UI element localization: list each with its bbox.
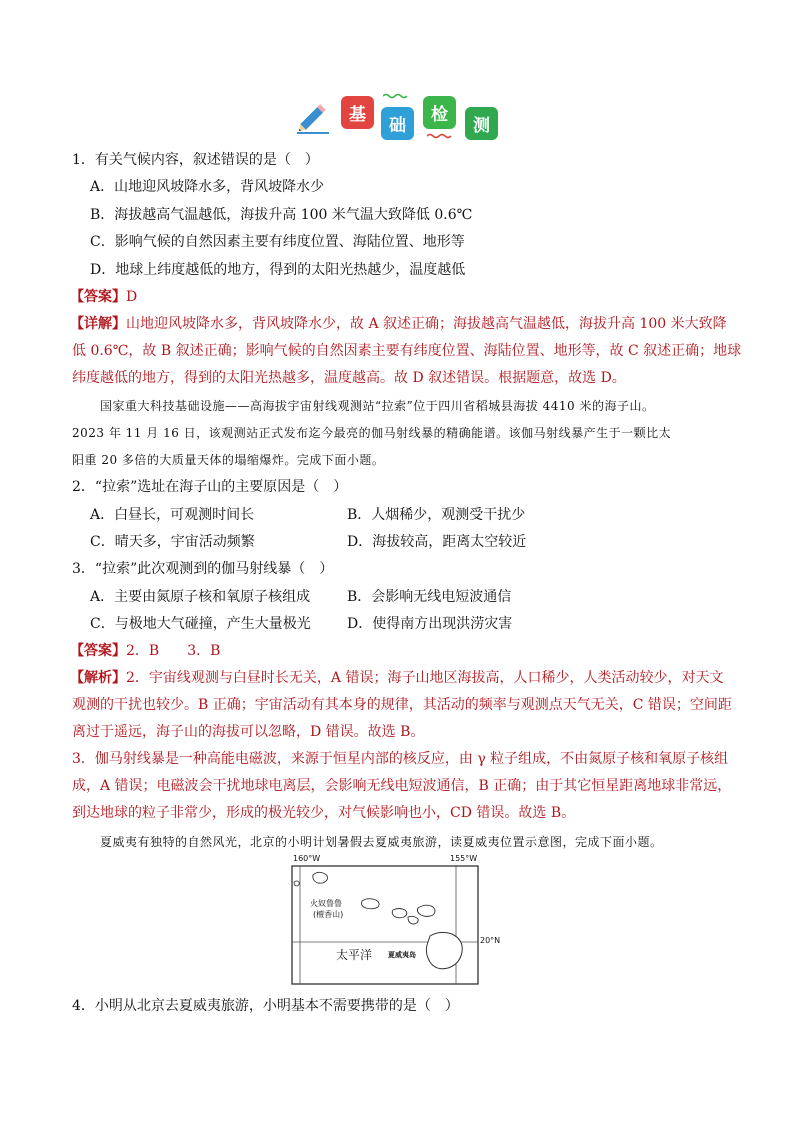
q3-option-b: B．会影响无线电短波通信 [347,589,512,605]
ans23-analysis-line-3: 离过于遥远，海子山的海拔可以忽略，D 错误。故选 B。 [72,724,425,740]
badge-jian: 检 [423,96,456,129]
detail-text: 山地迎风坡降水多，背风坡降水少，故 A 叙述正确；海拔越高气温越低，海拔升高 100 米大致降 [126,316,727,332]
q2-option-c: C．晴天多，宇宙活动频繁 [90,534,255,550]
ans23-q3-line-3: 到达地球的粒子非常少，形成的极光较少，对气候影响也小，CD 错误。故选 B。 [72,805,576,821]
q1-detail-line-1 [70,315,727,333]
passage2: 夏威夷有独特的自然风光，北京的小明计划暑假去夏威夷旅游，读夏威夷位置示意图，完成下面小题。 [100,835,663,849]
ans23-analysis-line-1 [70,669,723,687]
q1-option-d: D．地球上纬度越低的地方，得到的太阳光热越少，温度越低 [90,262,466,278]
q1-stem: 1．有关气候内容，叙述错误的是（ ） [72,152,319,168]
passage1-line-3: 阳重 20 多倍的大质量天体的塌缩爆炸。完成下面小题。 [72,453,385,467]
q1-option-b: B．海拔越高气温越低，海拔升高 100 米气温大致降低 0.6℃ [90,207,473,223]
q1-option-c: C．影响气候的自然因素主要有纬度位置、海陆位置、地形等 [90,234,465,250]
answer-value: 2．B 3．B [126,643,221,659]
ans23-q3-line-2: 成，A 错误；电磁波会干扰地球电离层，会影响无线电短波通信，B 正确；由于其它恒星距离地球非常远， [72,778,732,794]
answer-tag: 【答案】 [70,289,126,305]
passage1-line-1: 国家重大科技基础设施——高海拔宇宙射线观测站“拉索”位于四川省稻城县海拔 4410 米的海子山。 [100,399,655,413]
pencil-icon [293,97,333,137]
squiggle-decoration [427,133,453,139]
q1-answer [70,288,137,306]
map-lon-left: 160°W [293,854,321,863]
q3-option-a: A．主要由氮原子核和氧原子核组成 [90,589,311,605]
badge-ji: 基 [341,96,374,129]
map-lat: 20°N [480,936,501,945]
q1-detail-line-3: 纬度越低的地方，得到的太阳光热越多，温度越高。故 D 叙述错误。根据题意，故选 D。 [72,370,626,386]
badge-ce: 测 [465,107,498,140]
answer-value: D [126,289,138,305]
q2-option-a: A．白昼长，可观测时间长 [90,507,255,523]
q1-option-a: A．山地迎风坡降水多，背风坡降水少 [90,179,325,195]
analysis-text: 2．宇宙线观测与白昼时长无关，A 错误；海子山地区海拔高，人口稀少，人类活动较少，对天文 [126,670,724,686]
analysis-tag: 【解析】 [70,670,126,686]
q2-stem: 2．“拉索”选址在海子山的主要原因是（ ） [72,479,348,495]
q2-option-b: B．人烟稀少，观测受干扰少 [347,507,526,523]
ans23-analysis-line-2: 观测的干扰也较少。B 正确；宇宙活动有其本身的规律，其活动的频率与观测点天气无关，C 错误；空间距 [72,697,732,713]
q1-detail-line-2: 低 0.6℃，故 B 叙述正确；影响气候的自然因素主要有纬度位置、海陆位置、地形等，故 C 叙述正确；地球 [72,343,742,359]
map-island-label: 夏威夷岛 [388,951,416,959]
q2-option-d: D．海拔较高，距离太空较近 [347,534,527,550]
map-lon-right: 155°W [450,854,478,863]
q3-option-c: C．与极地大气碰撞，产生大量极光 [90,616,311,632]
answer-tag: 【答案】 [70,643,126,659]
passage1-line-2: 2023 年 11 月 16 日，该观测站正式发布迄今最亮的伽马射线暴的精确能谱。该伽马射线暴产生于一颗比太 [72,426,672,440]
map-ocean-label: 太平洋 [336,948,373,962]
detail-tag: 【详解】 [70,316,126,332]
ans23-answer [70,642,220,660]
map-volcano-alt-label: (檀香山) [313,910,344,919]
hawaii-map [280,854,501,990]
map-volcano-label: 火奴鲁鲁 [310,899,342,908]
q3-option-d: D．使得南方出现洪涝灾害 [347,616,513,632]
badge-chu: 础 [381,107,414,140]
q3-stem: 3．“拉索”此次观测到的伽马射线暴（ ） [72,561,334,577]
q4-stem: 4．小明从北京去夏威夷旅游，小明基本不需要携带的是（ ） [72,998,459,1014]
ans23-q3-line-1: 3．伽马射线暴是一种高能电磁波，来源于恒星内部的核反应，由 γ 粒子组成，不由氮原子核和氧原子核组 [72,751,729,767]
squiggle-decoration [383,93,409,99]
